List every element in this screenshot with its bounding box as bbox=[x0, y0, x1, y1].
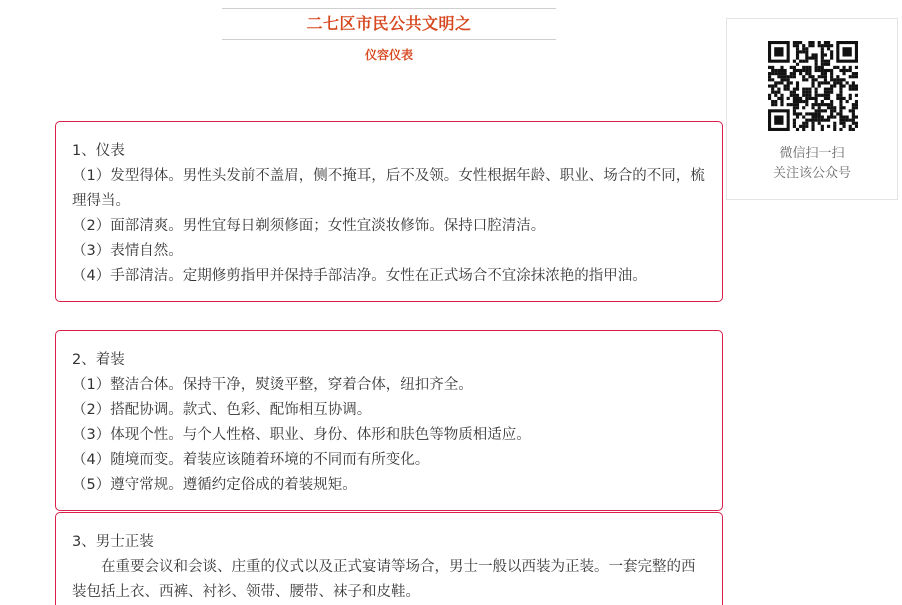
section-line: （2）面部清爽。男性宜每日剃须修面；女性宜淡妆修饰。保持口腔清洁。 bbox=[72, 218, 546, 234]
section-heading: 1、仪表 bbox=[72, 143, 125, 159]
section-line: （2）搭配协调。款式、色彩、配饰相互协调。 bbox=[72, 402, 372, 418]
section-line: （1）发型得体。男性头发前不盖眉，侧不掩耳，后不及领。女性根据年龄、职业、场合的不同，梳理得当。 bbox=[72, 168, 705, 209]
page-subtitle: 仪容仪表 bbox=[364, 48, 413, 62]
qr-caption bbox=[727, 144, 897, 184]
section-card-mens-formal-wear bbox=[55, 512, 723, 605]
section-line: （4）随境而变。着装应该随着环境的不同而有所变化。 bbox=[72, 452, 430, 468]
title-divider-top bbox=[222, 8, 556, 9]
section-line: （5）遵守常规。遵循约定俗成的着装规矩。 bbox=[72, 477, 357, 493]
section-card-appearance bbox=[55, 121, 723, 302]
section-heading: 2、着装 bbox=[72, 352, 125, 368]
section-card-dress bbox=[55, 330, 723, 511]
section-paragraph: 在重要会议和会谈、庄重的仪式以及正式宴请等场合，男士一般以西装为正装。一套完整的西装包括上衣、西裤、衬衫、领带、腰带、袜子和皮鞋。 bbox=[72, 559, 696, 600]
qr-caption-line-1: 微信扫一扫 bbox=[779, 146, 845, 161]
qr-caption-line-2: 关注该公众号 bbox=[772, 166, 851, 181]
page-title: 二七区市民公共文明之 bbox=[306, 14, 472, 33]
section-line: （4）手部清洁。定期修剪指甲并保持手部洁净。女性在正式场合不宜涂抹浓艳的指甲油。 bbox=[72, 268, 647, 284]
title-divider-bottom bbox=[222, 39, 556, 40]
wechat-follow-box bbox=[726, 18, 898, 200]
section-heading: 3、男士正装 bbox=[72, 534, 154, 550]
section-line: （1）整洁合体。保持干净，熨烫平整，穿着合体，纽扣齐全。 bbox=[72, 377, 473, 393]
section-line: （3）表情自然。 bbox=[72, 243, 183, 259]
qr-code-icon[interactable] bbox=[768, 41, 858, 131]
section-line: （3）体现个性。与个人性格、职业、身份、体形和肤色等物质相适应。 bbox=[72, 427, 531, 443]
